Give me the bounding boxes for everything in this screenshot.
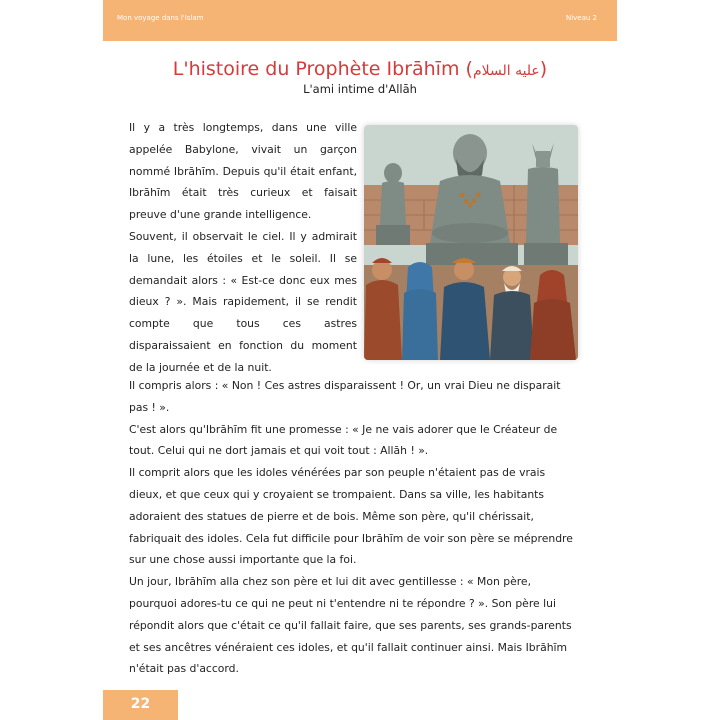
intro-text-column bbox=[129, 117, 357, 379]
title-close-paren: ) bbox=[539, 58, 548, 80]
page-number: 22 bbox=[130, 696, 151, 712]
book-title: Mon voyage dans l'Islam bbox=[117, 14, 204, 22]
page-title bbox=[103, 58, 617, 80]
level-label: Niveau 2 bbox=[565, 14, 597, 22]
page-subtitle: L'ami intime d'Allāh bbox=[303, 82, 417, 96]
paragraph: Il comprit alors que les idoles vénérées par son peuple n'étaient pas de vrais dieux, et que ceux qui y croyaient se trompaient. Dans sa ville, les habitants adoraient des statues de pierre et de bois. Même son père, qu'il chérissait, fabriquait des idoles. Cela fut difficile pour Ibrāhīm de voir son père se méprendre sur une chose aussi importante que la foi. bbox=[129, 466, 573, 567]
page-number-box bbox=[103, 690, 178, 720]
paragraph: Il y a très longtemps, dans une ville appelée Babylone, vivait un garçon nommé Ibrāhīm. Depuis qu'il était enfant, Ibrāhīm était très curieux et faisait preuve d'une grande intelligence. bbox=[129, 121, 357, 222]
title-main: L'histoire du Prophète Ibrāhīm bbox=[172, 58, 460, 80]
paragraph: Souvent, il observait le ciel. Il y admirait la lune, les étoiles et le soleil. Il se demandait alors : « Est-ce donc eux mes dieux ? ». Mais rapidement, il se rendit compte que tous ces astres disparaissaient en fonction du moment de la journée et de la nuit. bbox=[129, 229, 357, 374]
title-arabic: عليه السلام bbox=[472, 63, 540, 79]
story-text bbox=[129, 375, 581, 680]
title-open-paren: ( bbox=[465, 58, 473, 80]
paragraph: Il compris alors : « Non ! Ces astres disparaissent ! Or, un vrai Dieu ne disparait pas ! ». bbox=[129, 379, 561, 414]
page-header bbox=[103, 0, 617, 41]
idols-and-people-illustration bbox=[364, 125, 578, 360]
paragraph: C'est alors qu'Ibrāhīm fit une promesse : « Je ne vais adorer que le Créateur de tout. Celui qui ne dort jamais et qui voit tout : Allāh ! ». bbox=[129, 422, 558, 458]
paragraph: Un jour, Ibrāhīm alla chez son père et lui dit avec gentillesse : « Mon père, pourquoi adores-tu ce qui ne peut ni t'entendre ni te répondre ? ». Son père lui répondit alors que c'était ce qu'il fallait faire, que ses parents, ses grands-parents et ses ancêtres vénéraient ces idoles, et qu'il fallait continuer ainsi. Mais Ibrāhīm n'était pas d'accord. bbox=[129, 575, 572, 676]
